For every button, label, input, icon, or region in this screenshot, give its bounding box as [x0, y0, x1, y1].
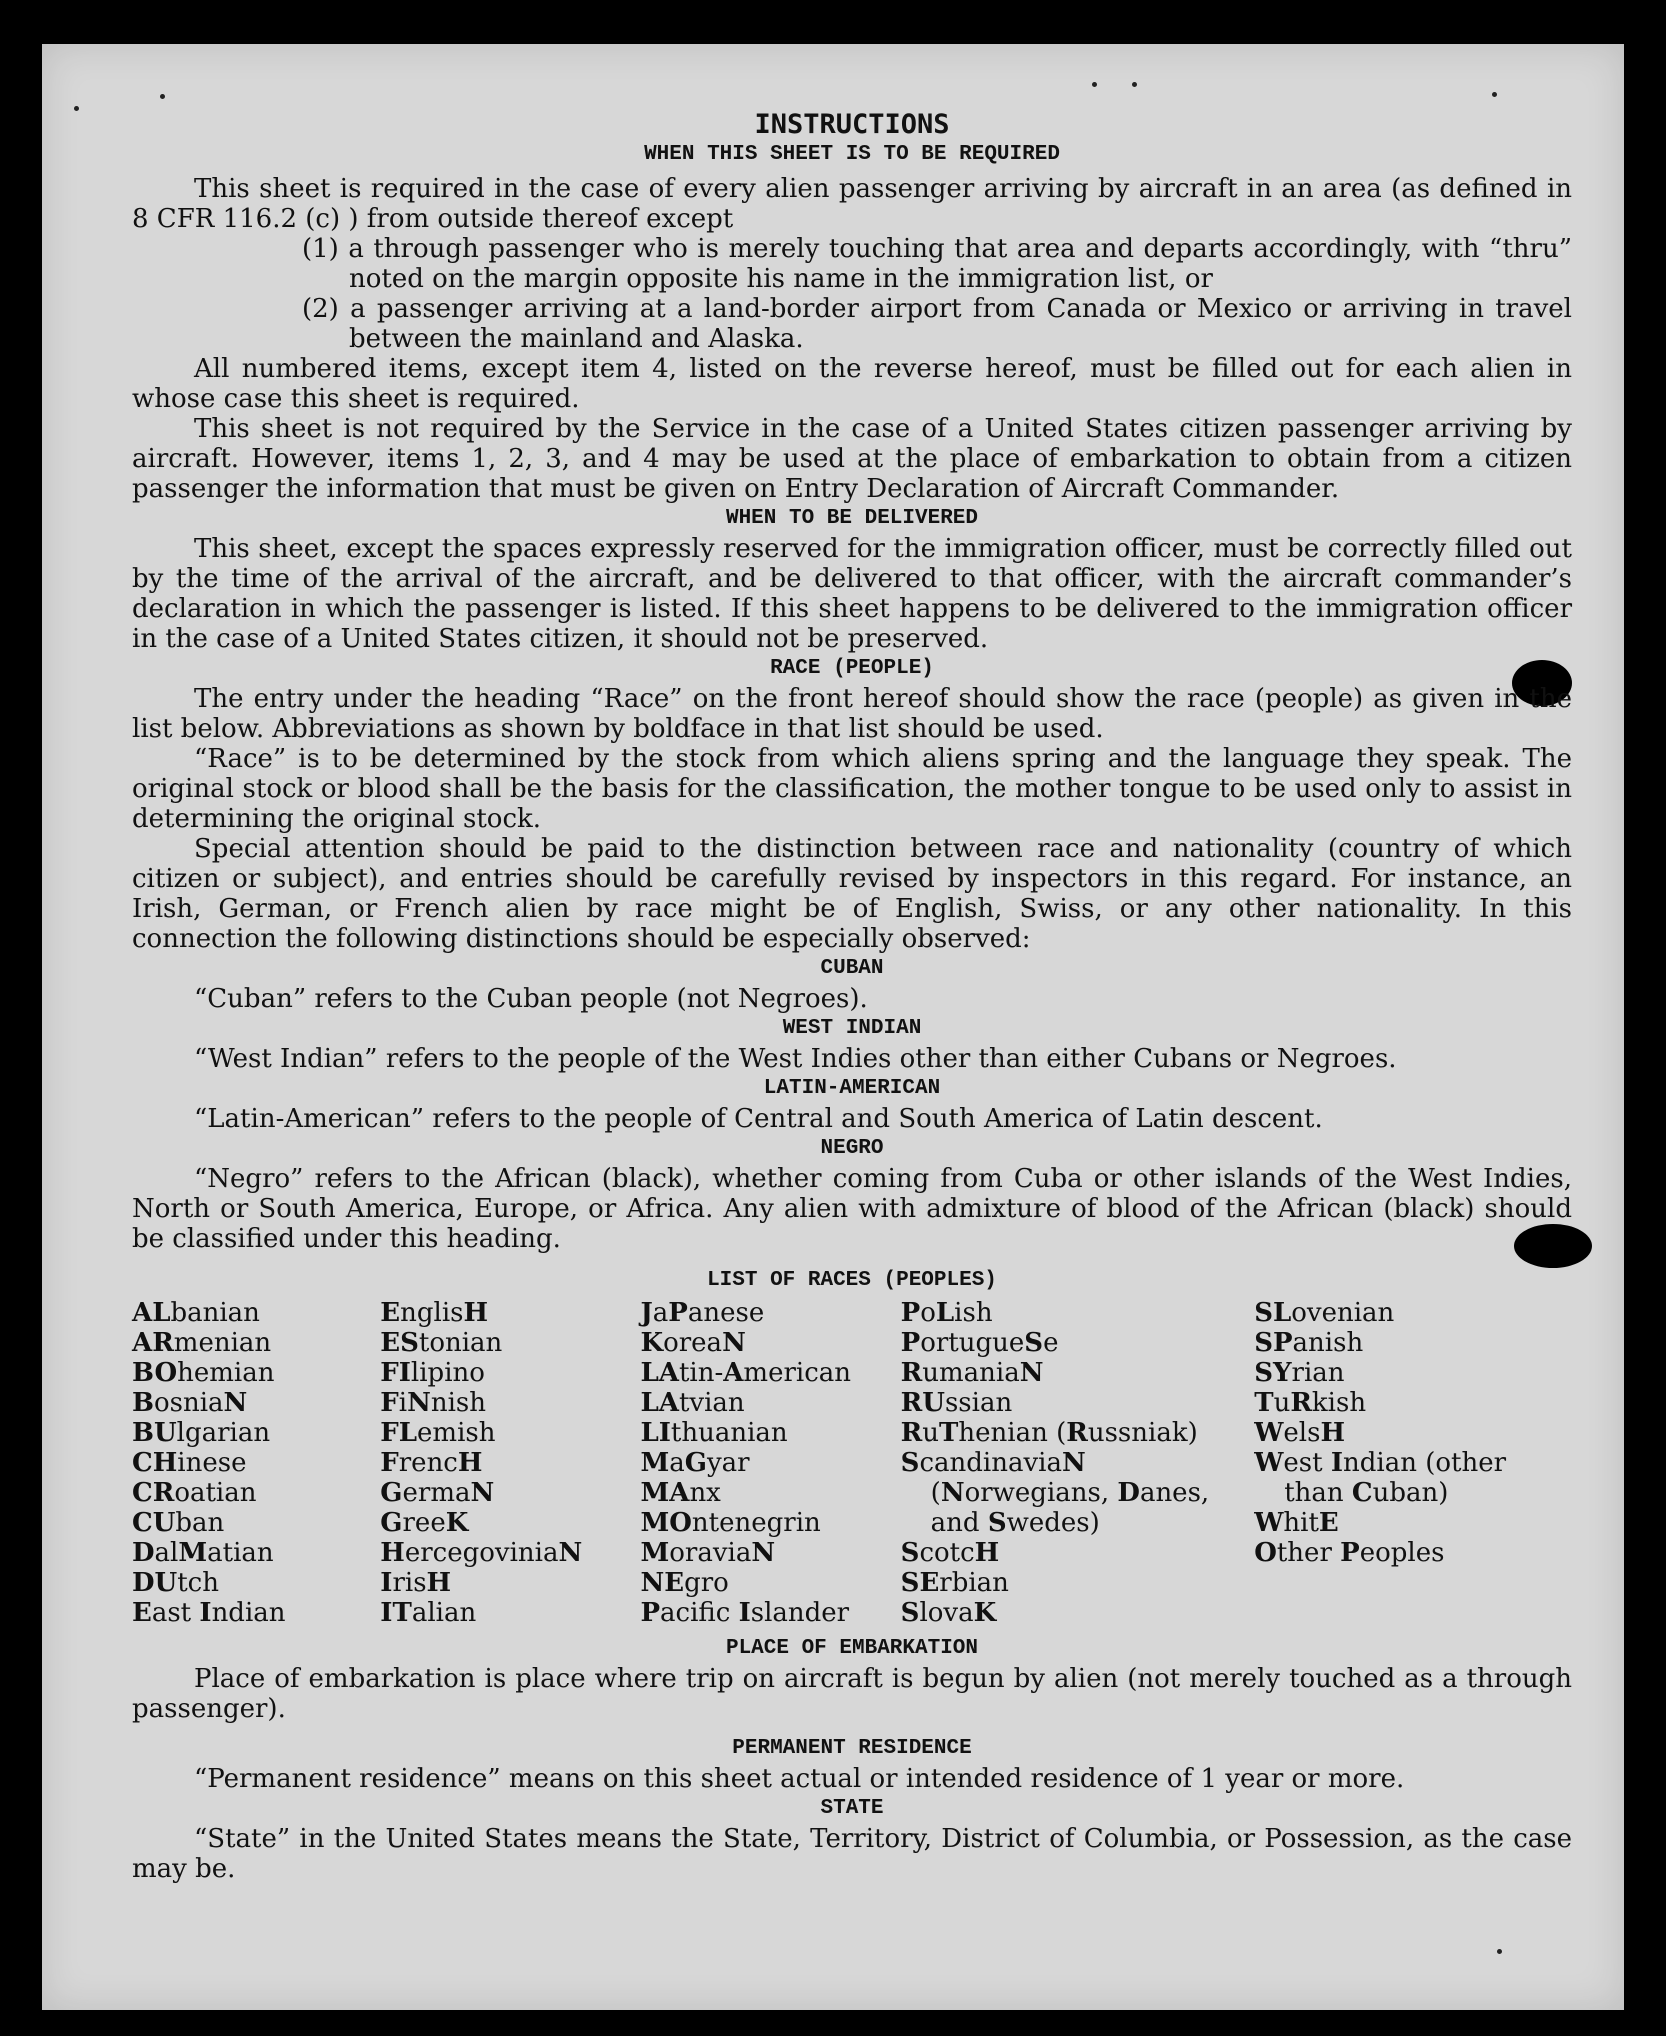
paragraph: This sheet, except the spaces expressly reserved for the immigration officer, must be correctly filled out by the time of the arrival of the aircraft, and be delivered to that officer, with the aircraft commander’s declaration in which the passenger is listed. If this sheet happens to be delivered to the immigration officer in the case of a United States citizen, it should not be preserved.	[132, 534, 1572, 654]
race-entry: GermaN	[380, 1478, 495, 1508]
race-entry: SYrian	[1254, 1358, 1345, 1388]
race-entry: KoreaN	[640, 1328, 746, 1358]
section-heading: NEGRO	[820, 1137, 884, 1160]
race-entry: BUlgarian	[132, 1418, 271, 1448]
section-heading: STATE	[820, 1797, 884, 1820]
race-entry: SLovenian	[1254, 1298, 1395, 1328]
paragraph: “Race” is to be determined by the stock from which aliens spring and the language they speak. The original stock or blood shall be the basis for the classification, the mother tongue to be used only to assist in determining the original stock.	[132, 744, 1572, 834]
race-entry: NEgro	[640, 1568, 729, 1598]
race-entry: PoLish	[900, 1298, 993, 1328]
section-heading: PERMANENT RESIDENCE	[732, 1737, 972, 1760]
race-entry: MoraviaN	[640, 1538, 776, 1568]
race-entry: East Indian	[132, 1598, 286, 1628]
race-column	[901, 1298, 1255, 1628]
race-entry: ALbanian	[132, 1298, 260, 1328]
paragraph: Special attention should be paid to the distinction between race and nationality (country of which citizen or subject), and entries should be carefully revised by inspectors in this regard. For instance, an Irish, German, or French alien by race might be of English, Swiss, or any other nationality. In this connection the following distinctions should be especially observed:	[132, 834, 1572, 954]
race-entry: ITalian	[380, 1598, 477, 1628]
speck	[1132, 82, 1137, 87]
race-entry: PortugueSe	[900, 1328, 1059, 1358]
speck	[1492, 92, 1497, 97]
paragraph: All numbered items, except item 4, listed on the reverse hereof, must be filled out for each alien in whose case this sheet is required.	[132, 354, 1572, 414]
paragraph: “West Indian” refers to the people of the West Indies other than either Cubans or Negroes.	[194, 1044, 1397, 1074]
race-entry: SErbian	[900, 1568, 1009, 1598]
race-entry: LAtin-American	[640, 1358, 852, 1388]
race-entry: DalMatian	[132, 1538, 274, 1568]
race-entry: CHinese	[132, 1448, 247, 1478]
speck	[1092, 82, 1097, 87]
section-heading: CUBAN	[820, 957, 884, 980]
paragraph: “Permanent residence” means on this sheet actual or intended residence of 1 year or more.	[194, 1764, 1405, 1794]
paragraph: “Latin-American” refers to the people of Central and South America of Latin descent.	[194, 1104, 1323, 1134]
section-heading: WHEN THIS SHEET IS TO BE REQUIRED	[644, 143, 1060, 166]
paragraph: This sheet is required in the case of every alien passenger arriving by aircraft in an area (as defined in 8 CFR 116.2 (c) ) from outside thereof except	[132, 174, 1572, 234]
document-sheet	[42, 44, 1624, 2010]
race-entry: BOhemian	[132, 1358, 275, 1388]
paragraph: “State” in the United States means the State, Territory, District of Columbia, or Possession, as the case may be.	[132, 1824, 1572, 1884]
race-entry: GreeK	[380, 1508, 469, 1538]
race-entry: HercegoviniaN	[380, 1538, 583, 1568]
section-heading: LATIN-AMERICAN	[763, 1077, 941, 1100]
section-heading: LIST OF RACES (PEOPLES)	[707, 1269, 997, 1292]
paragraph: This sheet is not required by the Service in the case of a United States citizen passenger arriving by aircraft. However, items 1, 2, 3, and 4 may be used at the place of embarkation to obtain from a citizen passenger the information that must be given on Entry Declaration of Aircraft Commander.	[132, 414, 1572, 504]
race-list	[132, 1298, 1572, 1628]
race-entry: WhitE	[1254, 1508, 1339, 1538]
section-heading: WEST INDIAN	[782, 1017, 922, 1040]
race-entry: ARmenian	[132, 1328, 272, 1358]
race-entry: EStonian	[380, 1328, 503, 1358]
speck	[1497, 1949, 1502, 1954]
paragraph: “Cuban” refers to the Cuban people (not Negroes).	[194, 984, 868, 1014]
race-entry: IrisH	[380, 1568, 452, 1598]
race-entry: EnglisH	[380, 1298, 489, 1328]
race-entry: DUtch	[132, 1568, 219, 1598]
race-column	[640, 1298, 900, 1628]
speck	[160, 94, 165, 99]
race-entry: SlovaK	[900, 1598, 997, 1628]
race-entry: ScotcH	[900, 1538, 1000, 1568]
race-entry: FIlipino	[380, 1358, 485, 1388]
race-entry: LAtvian	[640, 1388, 745, 1418]
paragraph: “Negro” refers to the African (black), whether coming from Cuba or other islands of the West Indies, North or South America, Europe, or Africa. Any alien with admixture of blood of the African (black) should be classified under this heading.	[132, 1164, 1572, 1254]
section-heading: WHEN TO BE DELIVERED	[725, 507, 979, 530]
race-entry: CRoatian	[132, 1478, 257, 1508]
race-entry: RUssian	[900, 1388, 1013, 1418]
race-entry: SPanish	[1254, 1328, 1364, 1358]
instructions-content	[132, 110, 1572, 1884]
page-title: INSTRUCTIONS	[754, 109, 950, 140]
race-entry: TuRkish	[1254, 1388, 1367, 1418]
race-entry: FLemish	[380, 1418, 496, 1448]
section-heading: PLACE OF EMBARKATION	[725, 1637, 979, 1660]
race-entry: RumaniaN	[900, 1358, 1044, 1388]
list-item: (1) a through passenger who is merely touching that area and departs accordingly, with “thru” noted on the margin opposite his name in the immigration list, or	[302, 234, 1572, 294]
race-column	[380, 1298, 640, 1628]
race-column	[1254, 1298, 1572, 1628]
race-entry: RuThenian (Russniak)	[900, 1418, 1198, 1448]
race-entry: West Indian (other than Cuban)	[1254, 1448, 1507, 1508]
race-entry: Pacific Islander	[640, 1598, 850, 1628]
race-entry: LIthuanian	[640, 1418, 788, 1448]
race-entry: MAnx	[640, 1478, 721, 1508]
speck	[74, 106, 79, 111]
section-heading: RACE (PEOPLE)	[770, 657, 934, 680]
race-entry: BosniaN	[132, 1388, 248, 1418]
race-entry: JaPanese	[640, 1298, 765, 1328]
paragraph: The entry under the heading “Race” on the front hereof should show the race (people) as given in the list below. Abbreviations as shown by boldface in that list should be used.	[132, 684, 1572, 744]
race-entry: FrencH	[380, 1448, 483, 1478]
race-entry: FiNnish	[380, 1388, 486, 1418]
race-column	[132, 1298, 380, 1628]
race-entry: ScandinaviaN (Norwegians, Danes, and Swedes)	[900, 1448, 1210, 1538]
race-entry: Other Peoples	[1254, 1538, 1445, 1568]
race-entry: MaGyar	[640, 1448, 750, 1478]
list-item: (2) a passenger arriving at a land-border airport from Canada or Mexico or arriving in travel between the mainland and Alaska.	[302, 294, 1572, 354]
race-entry: MOntenegrin	[640, 1508, 821, 1538]
paragraph: Place of embarkation is place where trip on aircraft is begun by alien (not merely touched as a through passenger).	[132, 1664, 1572, 1724]
race-entry: CUban	[132, 1508, 225, 1538]
race-entry: WelsH	[1254, 1418, 1346, 1448]
